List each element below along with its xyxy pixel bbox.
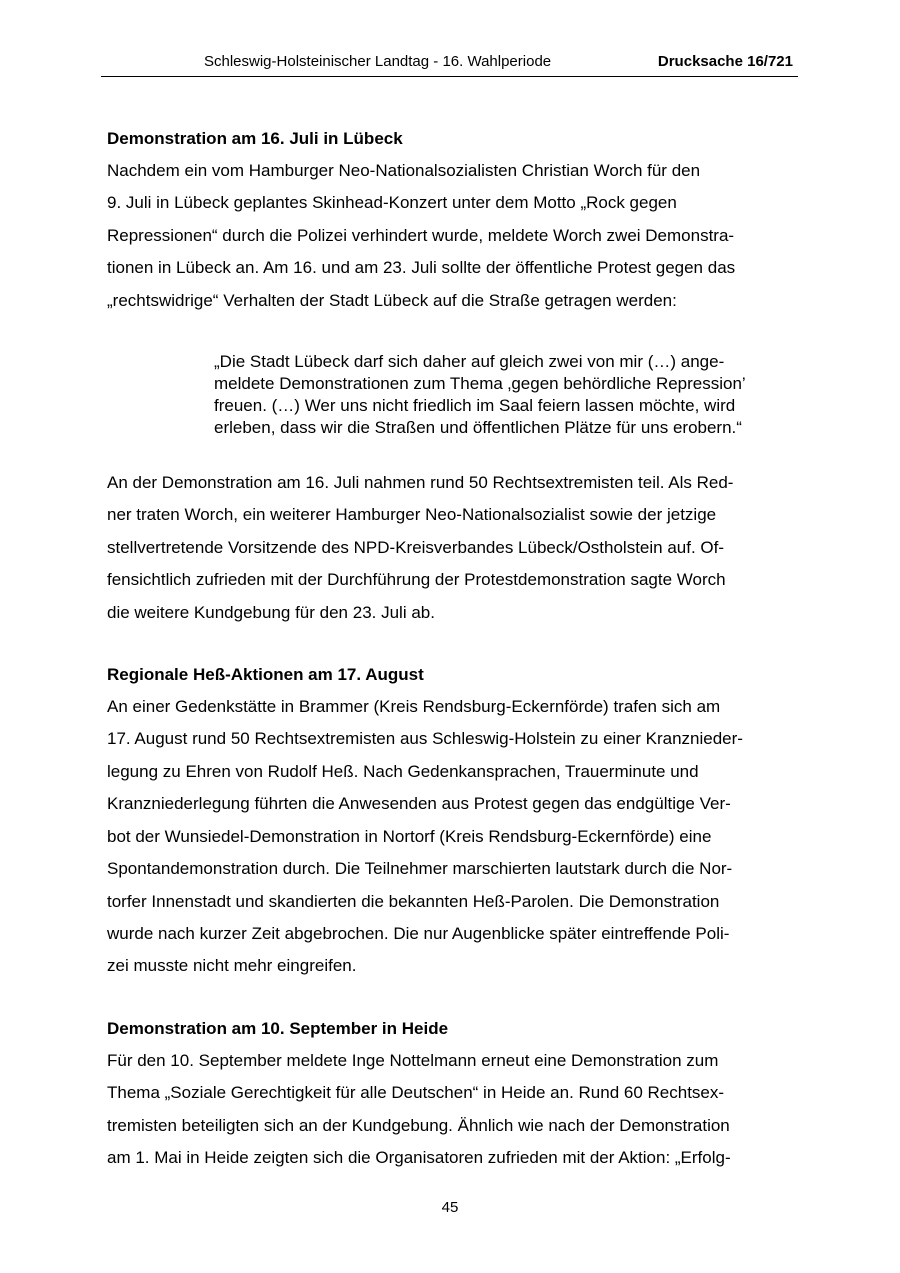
paragraph-line: An der Demonstration am 16. Juli nahmen rund 50 Rechtsextremisten teil. Als Red- — [107, 473, 734, 493]
paragraph-line: wurde nach kurzer Zeit abgebrochen. Die nur Augenblicke später eintreffende Poli- — [107, 923, 730, 943]
quote-line: meldete Demonstrationen zum Thema ‚gegen behördliche Repression’ — [214, 374, 746, 394]
section-hess-aktionen — [107, 659, 797, 983]
quote-line: freuen. (…) Wer uns nicht friedlich im Saal feiern lassen möchte, wird — [214, 396, 736, 416]
paragraph-line: 9. Juli in Lübeck geplantes Skinhead-Konzert unter dem Motto „Rock gegen — [107, 193, 677, 213]
paragraph-line: bot der Wunsiedel-Demonstration in Nortorf (Kreis Rendsburg-Eckernförde) eine — [107, 826, 712, 846]
page-content — [107, 123, 797, 1174]
paragraph-line: legung zu Ehren von Rudolf Heß. Nach Gedenkansprachen, Trauerminute und — [107, 761, 699, 781]
paragraph-line: Repressionen“ durch die Polizei verhindert wurde, meldete Worch zwei Demonstra- — [107, 225, 735, 245]
paragraph — [107, 1045, 797, 1175]
document-number: Drucksache 16/721 — [657, 53, 793, 70]
section-heide — [107, 1013, 797, 1175]
paragraph-line: tionen in Lübeck an. Am 16. und am 23. Juli sollte der öffentliche Protest gegen das — [107, 258, 736, 278]
section-heading: Demonstration am 10. September in Heide — [107, 1018, 449, 1038]
paragraph — [107, 155, 797, 317]
paragraph-line: Kranzniederlegung führten die Anwesenden aus Protest gegen das endgültige Ver- — [107, 794, 731, 814]
paragraph-line: Spontandemonstration durch. Die Teilnehmer marschierten lautstark durch die Nor- — [107, 859, 733, 879]
paragraph — [107, 467, 797, 629]
header-title: Schleswig-Holsteinischer Landtag - 16. Wahlperiode — [204, 53, 552, 70]
page-number: 45 — [441, 1199, 459, 1216]
paragraph-line: fensichtlich zufrieden mit der Durchführung der Protestdemonstration sagte Worch — [107, 570, 726, 590]
paragraph-line: „rechtswidrige“ Verhalten der Stadt Lübeck auf die Straße getragen werden: — [107, 290, 677, 310]
paragraph-line: An einer Gedenkstätte in Brammer (Kreis Rendsburg-Eckernförde) trafen sich am — [107, 697, 721, 717]
paragraph-line: die weitere Kundgebung für den 23. Juli ab. — [107, 602, 435, 622]
section-luebeck — [107, 123, 797, 629]
paragraph-line: tremisten beteiligten sich an der Kundgebung. Ähnlich wie nach der Demonstration — [107, 1115, 730, 1135]
paragraph — [107, 691, 797, 983]
paragraph-line: zei musste nicht mehr eingreifen. — [107, 956, 357, 976]
paragraph-line: 17. August rund 50 Rechtsextremisten aus Schleswig-Holstein zu einer Kranznieder- — [107, 729, 743, 749]
paragraph-line: Für den 10. September meldete Inge Nottelmann erneut eine Demonstration zum — [107, 1050, 719, 1070]
paragraph-line: Thema „Soziale Gerechtigkeit für alle Deutschen“ in Heide an. Rund 60 Rechtsex- — [107, 1083, 725, 1103]
section-heading: Regionale Heß-Aktionen am 17. August — [107, 665, 424, 685]
quote-line: erleben, dass wir die Straßen und öffentlichen Plätze für uns erobern.“ — [214, 418, 742, 438]
page-header — [101, 52, 798, 77]
section-heading: Demonstration am 16. Juli in Lübeck — [107, 129, 403, 148]
block-quote — [214, 351, 797, 439]
paragraph-line: torfer Innenstadt und skandierten die bekannten Heß-Parolen. Die Demonstration — [107, 891, 720, 911]
paragraph-line: stellvertretende Vorsitzende des NPD-Kreisverbandes Lübeck/Ostholstein auf. Of- — [107, 537, 725, 557]
quote-line: „Die Stadt Lübeck darf sich daher auf gleich zwei von mir (…) ange- — [214, 352, 725, 372]
paragraph-line: ner traten Worch, ein weiterer Hamburger Neo-Nationalsozialist sowie der jetzige — [107, 505, 717, 525]
paragraph-line: am 1. Mai in Heide zeigten sich die Organisatoren zufrieden mit der Aktion: „Erfolg- — [107, 1147, 731, 1167]
paragraph-line: Nachdem ein vom Hamburger Neo-Nationalsozialisten Christian Worch für den — [107, 161, 701, 180]
